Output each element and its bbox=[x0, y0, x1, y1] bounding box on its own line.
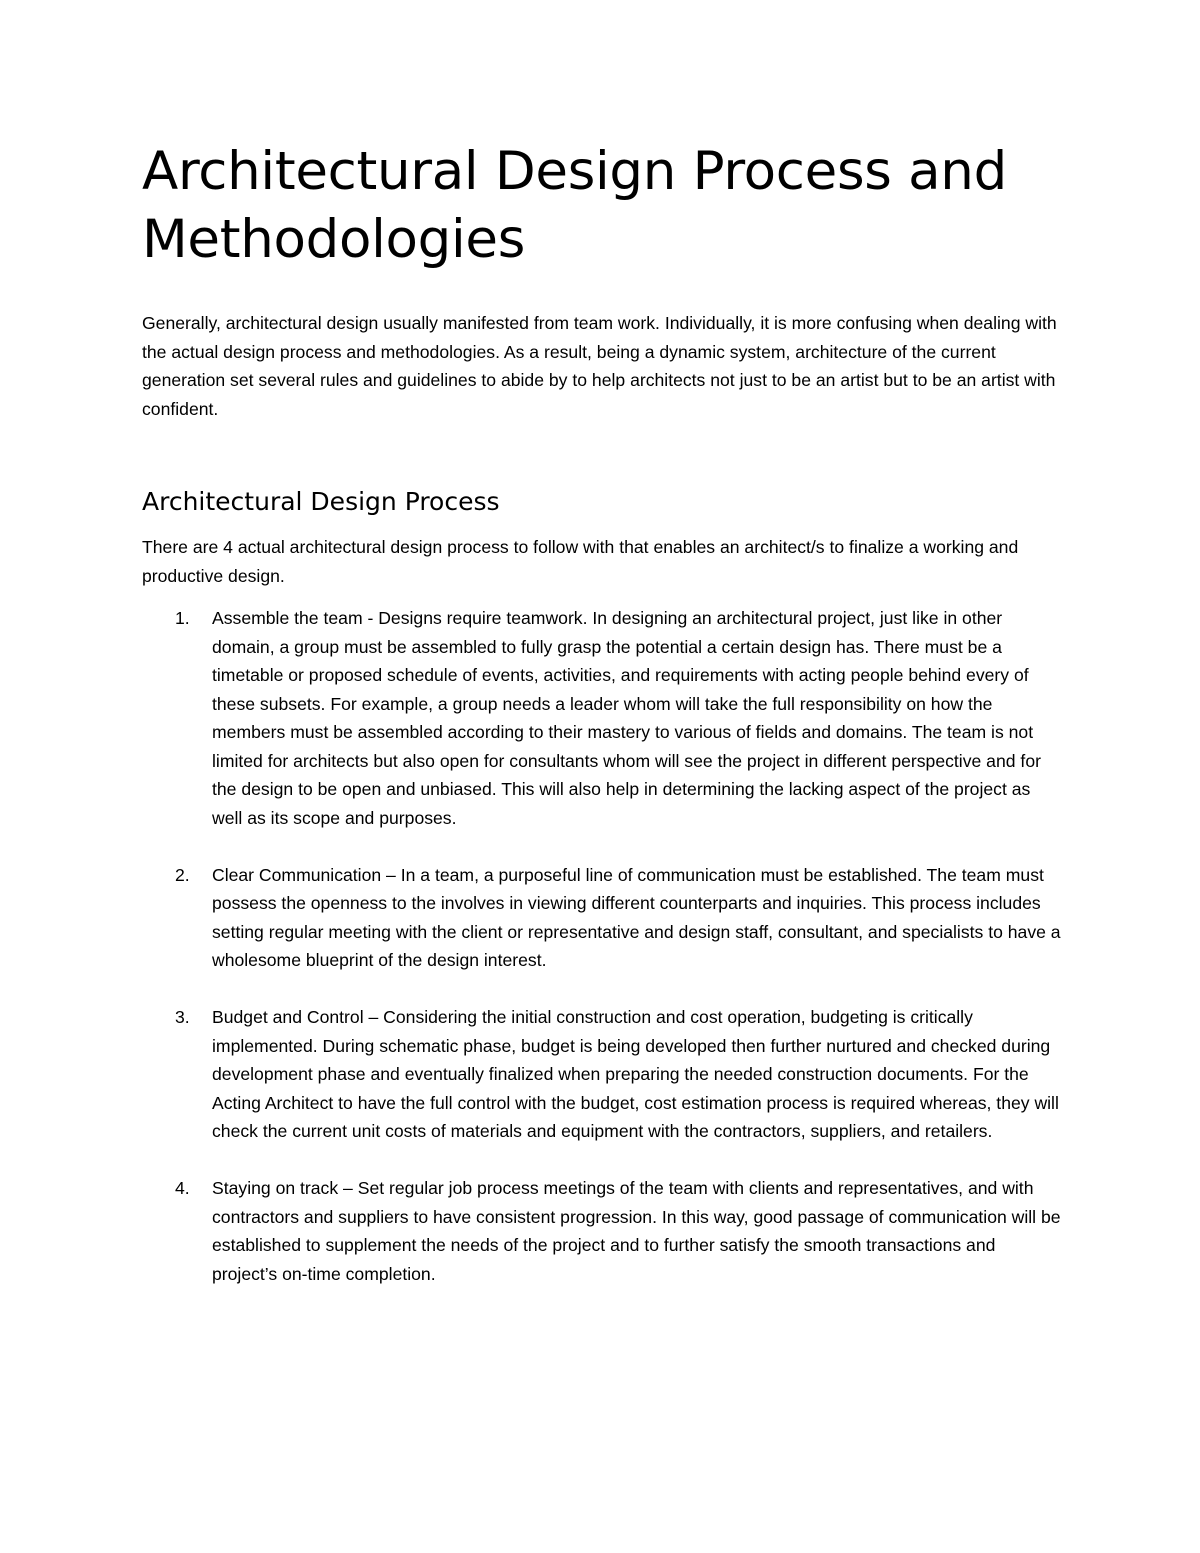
section-heading: Architectural Design Process bbox=[142, 487, 500, 516]
process-step-4 bbox=[142, 1174, 1062, 1288]
step-number: 4. bbox=[175, 1178, 190, 1198]
step-text: Staying on track – Set regular job process meetings of the team with clients and representatives, and with contractors and suppliers to have consistent progression. In this way, good passage of communication will be established to supplement the needs of the project and to further satisfy the smooth transactions and project’s on-time completion. bbox=[212, 1178, 1061, 1284]
step-text: Budget and Control – Considering the initial construction and cost operation, budgeting is critically implemented. During schematic phase, budget is being developed then further nurtured and checked during development phase and eventually finalized when preparing the needed construction documents. For the Acting Architect to have the full control with the budget, cost estimation process is required whereas, they will check the current unit costs of materials and equipment with the contractors, suppliers, and retailers. bbox=[212, 1007, 1059, 1141]
document-title: Architectural Design Process and Methodologies bbox=[142, 141, 1007, 270]
process-step-3 bbox=[142, 1003, 1062, 1146]
step-text: Clear Communication – In a team, a purposeful line of communication must be established. The team must possess the openness to the involves in viewing different counterparts and inquiries. This process includes setting regular meeting with the client or representative and design staff, consultant, and specialists to have a wholesome blueprint of the design interest. bbox=[212, 864, 1061, 970]
document-body bbox=[142, 138, 1062, 1317]
section-intro-paragraph: There are 4 actual architectural design process to follow with that enables an architect/s to finalize a working and productive design. bbox=[142, 537, 1019, 586]
intro-paragraph: Generally, architectural design usually manifested from team work. Individually, it is more confusing when dealing with the actual design process and methodologies. As a result, being a dynamic system, architecture of the current generation set several rules and guidelines to abide by to help architects not just to be an artist but to be an artist with confident. bbox=[142, 313, 1057, 419]
process-step-1 bbox=[142, 604, 1062, 832]
step-number: 2. bbox=[175, 864, 190, 885]
process-steps-list bbox=[142, 604, 1062, 1288]
step-number: 3. bbox=[175, 1007, 190, 1027]
step-number: 1. bbox=[175, 608, 190, 628]
step-text: Assemble the team - Designs require teamwork. In designing an architectural project, just like in other domain, a group must be assembled to fully grasp the potential a certain design has. There must be a timetable or proposed schedule of events, activities, and requirements with acting people behind every of these subsets. For example, a group needs a leader whom will take the full responsibility on how the members must be assembled according to their mastery to various of fields and domains. The team is not limited for architects but also open for consultants whom will see the project in different perspective and for the design to be open and unbiased. This will also help in determining the lacking aspect of the project as well as its scope and purposes. bbox=[212, 608, 1041, 828]
process-step-2 bbox=[142, 861, 1062, 975]
